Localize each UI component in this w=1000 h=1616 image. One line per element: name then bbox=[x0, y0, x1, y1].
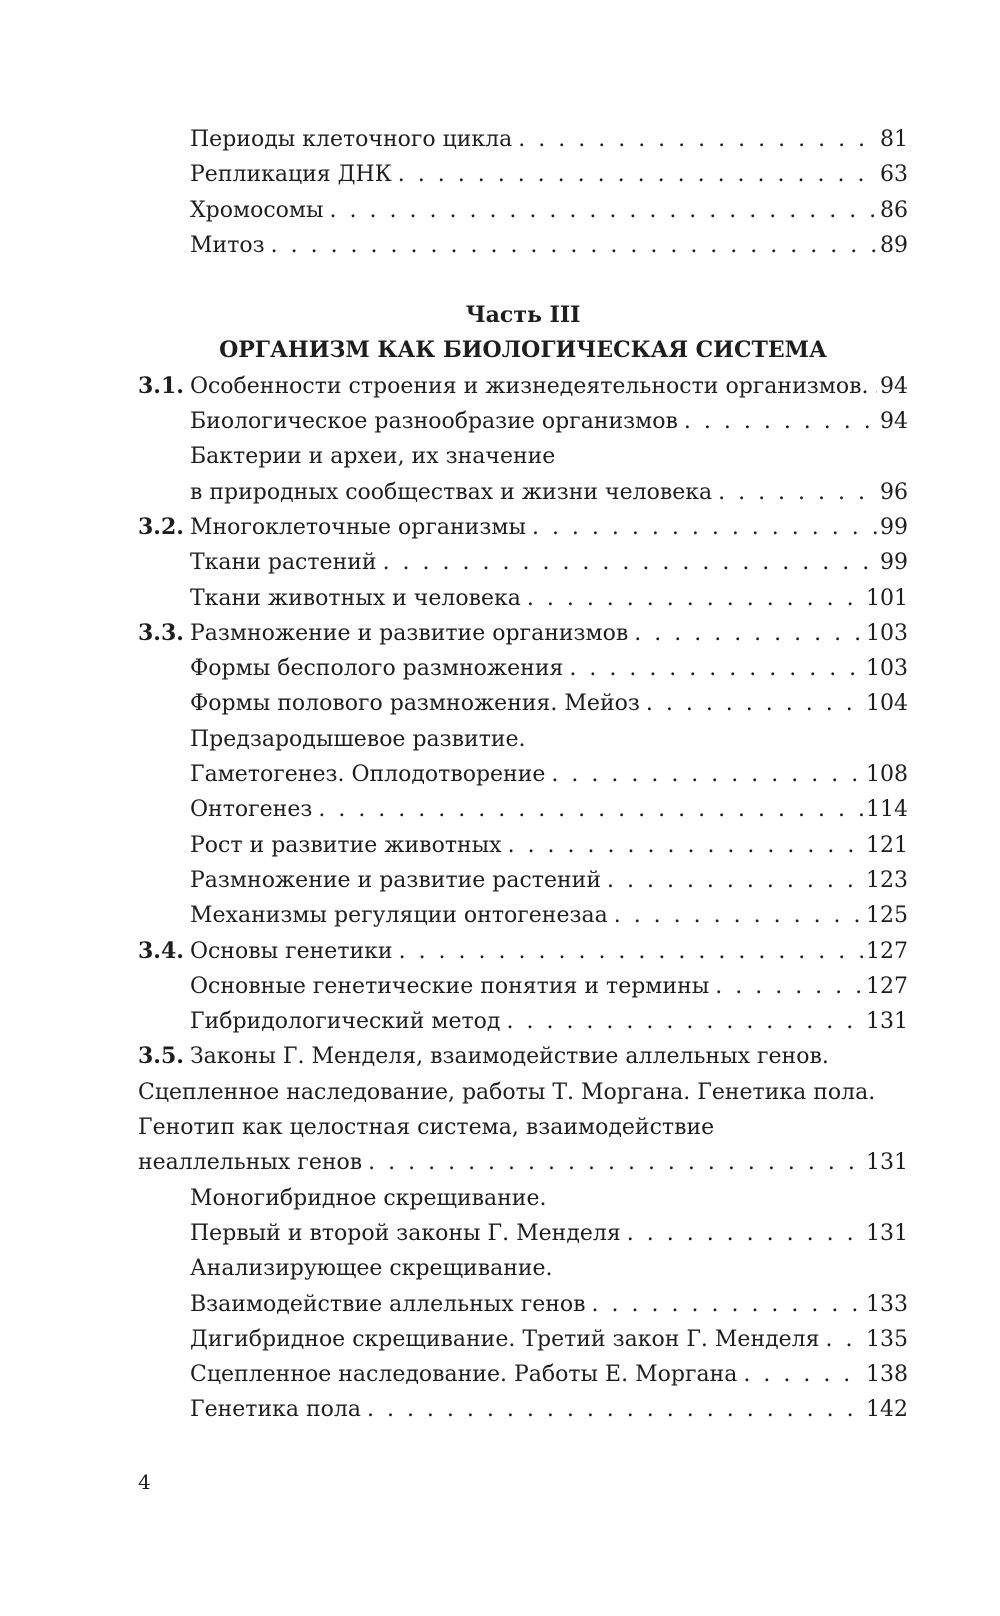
toc-entry bbox=[138, 1287, 908, 1322]
leader-dots bbox=[718, 475, 877, 510]
toc-section bbox=[138, 369, 908, 404]
toc-section bbox=[138, 1039, 908, 1074]
leader-dots bbox=[592, 1287, 863, 1322]
toc-entry bbox=[138, 157, 908, 192]
toc-entry bbox=[138, 1145, 908, 1180]
leader-dots bbox=[569, 651, 863, 686]
toc-entry-text: Анализирующее скрещивание. bbox=[190, 1256, 553, 1282]
toc-entry bbox=[138, 581, 908, 616]
leader-dots bbox=[271, 228, 877, 263]
toc-entry-page: 103 bbox=[866, 620, 908, 646]
toc-entry-text: Митоз bbox=[190, 232, 265, 258]
section-number: 3.3. bbox=[138, 619, 184, 646]
leader-dots bbox=[627, 1216, 863, 1251]
leader-dots bbox=[508, 828, 863, 863]
leader-dots bbox=[874, 369, 877, 404]
leader-dots bbox=[506, 1004, 863, 1039]
toc-entry bbox=[138, 545, 908, 580]
leader-dots bbox=[367, 1392, 863, 1427]
toc-entry-page: 125 bbox=[866, 903, 908, 929]
toc-entry bbox=[138, 1251, 908, 1286]
toc-entry-text: Сцепленное наследование. Работы Е. Моргана bbox=[190, 1362, 738, 1388]
toc-entry bbox=[138, 1392, 908, 1427]
toc-entry-page: 123 bbox=[866, 867, 908, 893]
toc-entry bbox=[138, 1004, 908, 1039]
toc-entry bbox=[138, 898, 908, 933]
toc-entry bbox=[138, 863, 908, 898]
toc-entry bbox=[138, 792, 908, 827]
leader-dots bbox=[527, 581, 863, 616]
toc-entry-text: Особенности строения и жизнедеятельности организмов. bbox=[189, 373, 869, 399]
leader-dots bbox=[607, 863, 863, 898]
section-number: 3.5. bbox=[138, 1043, 184, 1070]
toc-entry-page: 142 bbox=[866, 1397, 908, 1423]
toc-entry-text: Хромосомы bbox=[190, 197, 324, 223]
section-number: 3.1. bbox=[138, 372, 184, 399]
toc-entry-text: Репликация ДНК bbox=[190, 162, 392, 188]
leader-dots bbox=[614, 898, 863, 933]
toc-entry bbox=[138, 1216, 908, 1251]
toc-entry-page: 99 bbox=[880, 550, 908, 576]
leader-dots bbox=[318, 792, 863, 827]
part-title: ОРГАНИЗМ КАК БИОЛОГИЧЕСКАЯ СИСТЕМА bbox=[219, 337, 827, 364]
toc-entry-page: 101 bbox=[866, 585, 908, 611]
toc-entry-text: Механизмы регуляции онтогенезаа bbox=[190, 903, 608, 929]
toc-entry bbox=[138, 1181, 908, 1216]
toc-entry-text: Дигибридное скрещивание. Третий закон Г. Менделя bbox=[190, 1326, 820, 1352]
toc-entry-text: Размножение и развитие растений bbox=[190, 867, 601, 893]
toc-entry-text: Основы генетики bbox=[189, 938, 393, 964]
leader-dots bbox=[551, 757, 863, 792]
toc-entry bbox=[138, 1357, 908, 1392]
toc-entry-page: 127 bbox=[866, 973, 908, 999]
toc-section bbox=[138, 616, 908, 651]
toc-entry-text: в природных сообществах и жизни человека bbox=[190, 479, 713, 505]
toc-entry-text: Ткани растений bbox=[190, 550, 377, 576]
toc-entry-text: Ткани животных и человека bbox=[190, 585, 521, 611]
toc-entry-text: Бактерии и археи, их значение bbox=[190, 444, 556, 470]
toc-entry bbox=[138, 228, 908, 263]
toc-entry-text: Первый и второй законы Г. Менделя bbox=[190, 1220, 621, 1246]
toc-entry-text: Многоклеточные организмы bbox=[189, 514, 526, 540]
toc-entry-text: Сцепленное наследование, работы Т. Моргана. Генетика пола. bbox=[138, 1079, 876, 1105]
toc-entry-page: 99 bbox=[880, 514, 908, 540]
toc-entry bbox=[138, 404, 908, 439]
toc-entry-page: 131 bbox=[866, 1220, 908, 1246]
section-number: 3.4. bbox=[138, 937, 184, 964]
toc-entry bbox=[138, 686, 908, 721]
toc-entry-page: 94 bbox=[880, 409, 908, 435]
toc-entry-page: 86 bbox=[880, 197, 908, 223]
toc-entry-text: Периоды клеточного цикла bbox=[190, 127, 513, 152]
toc-entry bbox=[138, 1322, 908, 1357]
toc-entry bbox=[138, 193, 908, 228]
toc-entry-page: 114 bbox=[866, 797, 908, 823]
toc-entry-page: 121 bbox=[866, 832, 908, 858]
leader-dots bbox=[634, 616, 863, 651]
leader-dots bbox=[398, 157, 877, 192]
toc-entry-page: 131 bbox=[866, 1009, 908, 1035]
toc-section bbox=[138, 510, 908, 545]
toc-entry bbox=[138, 1075, 908, 1110]
toc-entry-page: 63 bbox=[880, 162, 908, 188]
toc-entry-page: 103 bbox=[866, 656, 908, 682]
toc-entry-text: Законы Г. Менделя, взаимодействие аллельных генов. bbox=[189, 1044, 829, 1070]
toc-entry-page: 81 bbox=[880, 127, 908, 152]
toc-entry-page: 108 bbox=[866, 762, 908, 788]
leader-dots bbox=[518, 122, 877, 157]
toc-entry bbox=[138, 969, 908, 1004]
leader-dots bbox=[715, 969, 863, 1004]
toc-entry-text: Биологическое разнообразие организмов bbox=[190, 409, 678, 435]
toc-entry-text: неаллельных генов bbox=[138, 1150, 363, 1176]
leader-dots bbox=[532, 510, 877, 545]
toc-entry bbox=[138, 122, 908, 157]
toc-section bbox=[138, 934, 908, 969]
toc-entry-text: Гаметогенез. Оплодотворение bbox=[190, 762, 546, 788]
leader-dots bbox=[646, 686, 863, 721]
page-number: 4 bbox=[138, 1470, 151, 1494]
toc-entry bbox=[138, 722, 908, 757]
leader-dots bbox=[743, 1357, 863, 1392]
section-number: 3.2. bbox=[138, 513, 184, 540]
leader-dots bbox=[330, 193, 877, 228]
toc-entry-text: Предзародышевое развитие. bbox=[190, 726, 526, 752]
leader-dots bbox=[368, 1145, 863, 1180]
toc-entry bbox=[138, 757, 908, 792]
toc-page bbox=[138, 122, 908, 1428]
toc-entry-page: 104 bbox=[866, 691, 908, 717]
toc-entry bbox=[138, 475, 908, 510]
toc-entry-text: Размножение и развитие организмов bbox=[189, 620, 629, 646]
leader-dots bbox=[826, 1322, 863, 1357]
leader-dots bbox=[399, 934, 863, 969]
toc-entry-page: 94 bbox=[880, 373, 908, 399]
toc-entry bbox=[138, 1110, 908, 1145]
toc-entry-page: 135 bbox=[866, 1326, 908, 1352]
toc-entry bbox=[138, 651, 908, 686]
toc-entry bbox=[138, 439, 908, 474]
toc-entry-page: 96 bbox=[880, 479, 908, 505]
leader-dots bbox=[383, 545, 877, 580]
toc-entry-text: Формы бесполого размножения bbox=[190, 656, 564, 682]
toc-entry-page: 131 bbox=[866, 1150, 908, 1176]
toc-entry-text: Взаимодействие аллельных генов bbox=[190, 1291, 586, 1317]
toc-entry-text: Гибридологический метод bbox=[190, 1009, 501, 1035]
toc-entry bbox=[138, 828, 908, 863]
toc-entry-text: Генотип как целостная система, взаимодействие bbox=[138, 1115, 715, 1141]
toc-entry-page: 127 bbox=[866, 938, 908, 964]
toc-entry-page: 138 bbox=[866, 1362, 908, 1388]
toc-entry-page: 133 bbox=[866, 1291, 908, 1317]
leader-dots bbox=[684, 404, 877, 439]
part-label: Часть III bbox=[465, 302, 581, 329]
toc-entry-text: Рост и развитие животных bbox=[190, 832, 502, 858]
toc-entry-text: Основные генетические понятия и термины bbox=[190, 973, 710, 999]
toc-entry-page: 89 bbox=[880, 232, 908, 258]
toc-entry-text: Генетика пола bbox=[190, 1397, 361, 1423]
toc-entry-text: Моногибридное скрещивание. bbox=[190, 1185, 547, 1211]
toc-entry-text: Формы полового размножения. Мейоз bbox=[190, 691, 640, 717]
toc-entry-text: Онтогенез bbox=[190, 797, 313, 823]
